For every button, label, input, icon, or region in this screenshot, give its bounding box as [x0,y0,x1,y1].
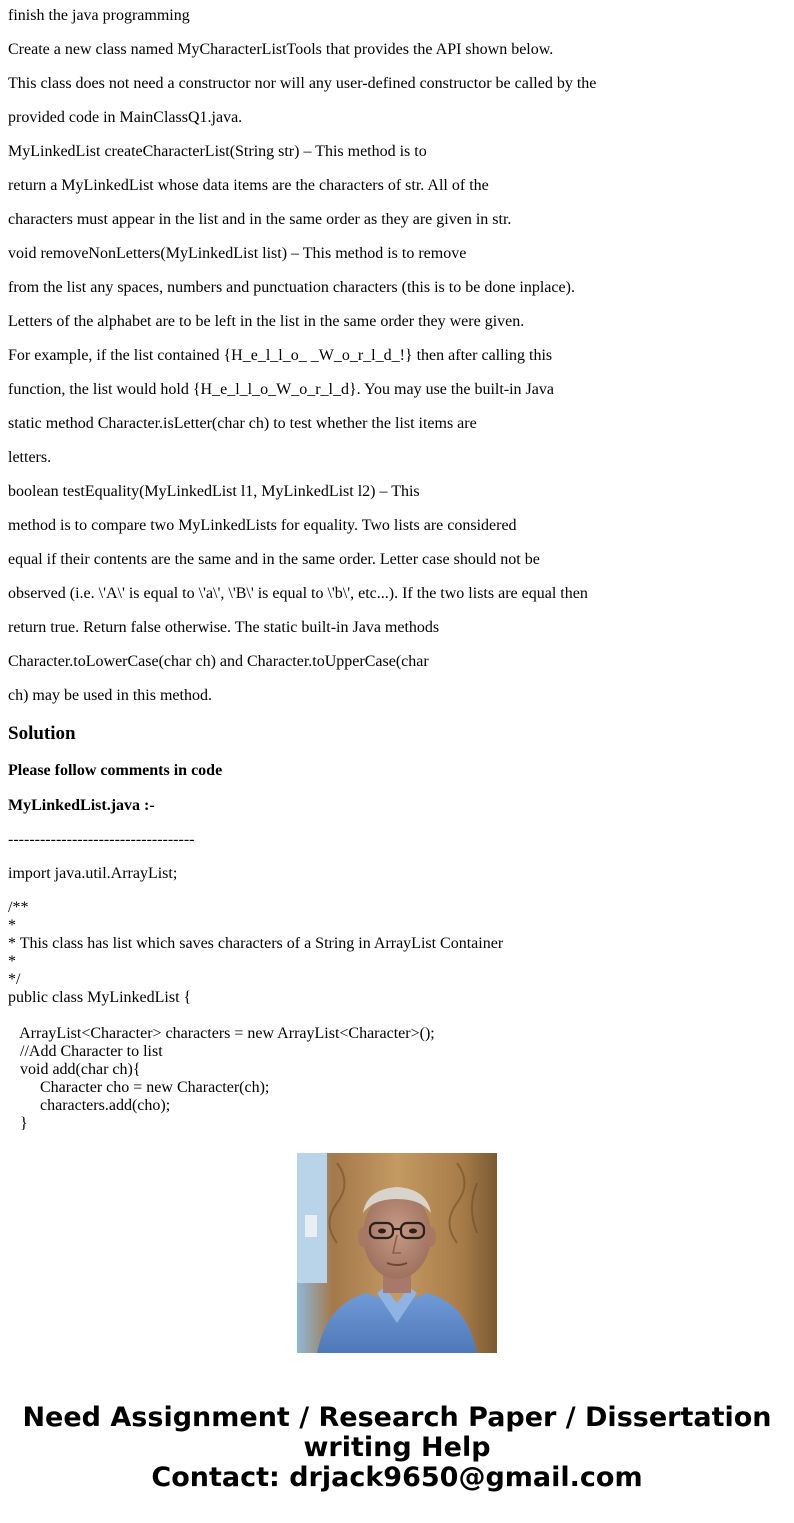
footer-line-1: Need Assignment / Research Paper / Dissertation [22,1402,772,1433]
question-line: void removeNonLetters(MyLinkedList list) – This method is to remove [8,245,467,262]
solution-heading: Solution [8,723,76,744]
file-label: MyLinkedList.java :- [8,797,155,814]
question-line: finish the java programming [8,7,190,24]
question-line: equal if their contents are the same and in the same order. Letter case should not be [8,551,540,568]
question-line: static method Character.isLetter(char ch) to test whether the list items are [8,415,477,432]
question-line: provided code in MainClassQ1.java. [8,109,243,126]
footer-banner [0,1403,794,1493]
question-line: characters must appear in the list and in the same order as they are given in str. [8,211,512,228]
question-line: observed (i.e. \'A\' is equal to \'a\', \'B\' is equal to \'b\', etc...). If the two lists are equal then [8,585,588,602]
document-body [8,0,788,1132]
footer-line-2: writing Help [303,1432,491,1463]
question-line: function, the list would hold {H_e_l_l_o_W_o_r_l_d}. You may use the built-in Java [8,381,554,398]
question-line: For example, if the list contained {H_e_l_l_o_ _W_o_r_l_d_!} then after calling this [8,347,553,364]
code-block: /** * * This class has list which saves characters of a String in ArrayList Container * */ public class MyLinkedList { ArrayList<Character> characters = new ArrayList<Character>(); //Add Character to list void add(char ch){ Character cho = new Character(ch); characters.add(cho); } [8,899,504,1132]
question-line: Create a new class named MyCharacterListTools that provides the API shown below. [8,41,554,58]
question-line: Character.toLowerCase(char ch) and Character.toUpperCase(char [8,653,429,670]
question-line: ch) may be used in this method. [8,687,212,704]
solution-note: Please follow comments in code [8,762,223,779]
import-line: import java.util.ArrayList; [8,865,178,882]
question-text [8,7,788,705]
question-line: method is to compare two MyLinkedLists for equality. Two lists are considered [8,517,517,534]
author-avatar [297,1153,497,1353]
avatar-portrait-icon [297,1153,497,1353]
separator-line: ----------------------------------- [8,831,195,848]
footer-contact: Contact: drjack9650@gmail.com [151,1462,643,1493]
question-line: Letters of the alphabet are to be left in the list in the same order they were given. [8,313,525,330]
question-line: from the list any spaces, numbers and punctuation characters (this is to be done inplace). [8,279,575,296]
question-line: letters. [8,449,52,466]
question-line: This class does not need a constructor nor will any user-defined constructor be called by the [8,75,597,92]
question-line: return a MyLinkedList whose data items are the characters of str. All of the [8,177,489,194]
question-line: MyLinkedList createCharacterList(String str) – This method is to [8,143,427,160]
question-line: return true. Return false otherwise. The static built-in Java methods [8,619,440,636]
question-line: boolean testEquality(MyLinkedList l1, MyLinkedList l2) – This [8,483,420,500]
